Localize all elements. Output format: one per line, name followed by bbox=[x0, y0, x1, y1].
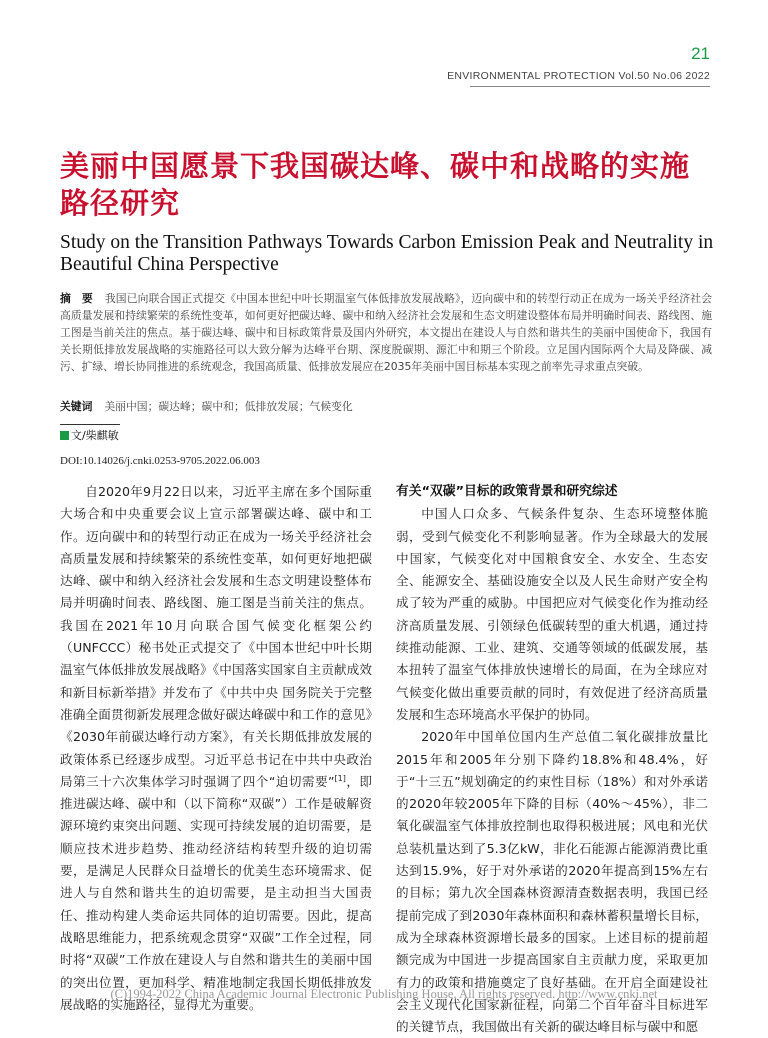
journal-header: ENVIRONMENTAL PROTECTION Vol.50 No.06 2022 bbox=[447, 70, 710, 82]
page-number: 21 bbox=[691, 44, 710, 63]
paragraph bbox=[60, 481, 372, 1016]
abstract-text: 我国已向联合国正式提交《中国本世纪中叶长期温室气体低排放发展战略》，迈向碳中和的转型行动正在成为一场关乎经济社会高质量发展和持续繁荣的系统性变革，如何更好把碳达峰、碳中和纳入经济社会发展和生态文明建设整体布局并明确时间表、路线图、施工图是当前关注的焦点。基于碳达峰、碳中和目标政策背景及国内外研究，本文提出在建设人与自然和谐共生的美丽中国使命下，我国有关长期低排放发展战略的实施路径可以大致分解为达峰平台期、深度脱碳期、源汇中和期三个阶段。立足国内国际两个大局及降碳、减污、扩绿、增长协同推进的系统观念，我国高质量、低排放发展应在2035年美丽中国目标基本实现之前率先寻求重点突破。 bbox=[60, 292, 712, 373]
title-english: Study on the Transition Pathways Towards Carbon Emission Peak and Neutrality in Beautiful China Perspective bbox=[60, 232, 714, 275]
abstract-label: 摘 要 bbox=[60, 292, 93, 305]
paragraph-text: ，即推进碳达峰、碳中和（以下简称“双碳”）工作是破解资源环境约束突出问题、实现可持续发展的迫切需要，是顺应技术进步趋势、推动经济结构转型升级的迫切需要，是满足人民群众日益增长的优美生态环境需求、促进人与自然和谐共生的迫切需要，是主动担当大国责任、推动构建人类命运共同体的迫切需要。因此，提高战略思维能力，把系统观念贯穿“双碳”工作全过程，同时将“双碳”工作放在建设人与自然和谐共生的美丽中国的突出位置，更加科学、精准地制定我国长期低排放发展战略的实施路径，显得尤为重要。 bbox=[60, 773, 372, 1012]
body-left-column bbox=[60, 481, 372, 1016]
paragraph-text: 自2020年9月22日以来，习近平主席在多个国际重大场合和中央重要会议上宣示部署碳达峰、碳中和工作。迈向碳中和的转型行动正在成为一场关乎经济社会高质量发展和持续繁荣的系统性变革，如何更好地把碳达峰、碳中和纳入经济社会发展和生态文明建设整体布局并明确时间表、路线图、施工图是当前关注的焦点。我国在2021年10月向联合国气候变化框架公约（UNFCCC）秘书处正式提交了《中国本世纪中叶长期温室气体低排放发展战略》《中国落实国家自主贡献成效和新目标新举措》并发布了《中共中央 国务院关于完整准确全面贯彻新发展理念做好碳达峰碳中和工作的意见》《2030年前碳达峰行动方案》，有关长期低排放发展的政策体系已经逐步成型。习近平总书记在中共中央政治局第三十六次集体学习时强调了四个“迫切需要” bbox=[60, 484, 372, 789]
title-chinese: 美丽中国愿景下我国碳达峰、碳中和战略的实施路径研究 bbox=[60, 149, 691, 220]
header-divider bbox=[470, 86, 710, 87]
keywords-text: 美丽中国；碳达峰；碳中和；低排放发展；气候变化 bbox=[104, 400, 353, 413]
section-heading: 有关“双碳”目标的政策背景和研究综述 bbox=[396, 484, 618, 499]
citation-ref[interactable]: [1] bbox=[334, 773, 346, 783]
keywords bbox=[60, 398, 712, 415]
paragraph: 2020年中国单位国内生产总值二氧化碳排放量比2015年和2005年分别下降约18.8%和48.4%，好于“十三五”规划确定的约束性目标（18%）和对外承诺的2020年较2005年下降的目标（40%～45%），非二氧化碳温室气体排放控制也取得积极进展；风电和光伏总装机量达到了5.3亿kW，非化石能源占能源消费比重达到15.9%，好于对外承诺的2020年提高到15%左右的目标；第九次全国森林资源清查数据表明，我国已经提前完成了到2030年森林面积和森林蓄积量增长目标，成为全球森林资源增长最多的国家。上述目标的提前超额完成为中国进一步提高国家自主贡献力度，采取更加有力的政策和措施奠定了良好基础。在开启全面建设社会主义现代化国家新征程，向第二个百年奋斗目标进军的关键节点，我国做出有关新的碳达峰目标与碳中和愿 bbox=[396, 729, 708, 1035]
author-line bbox=[60, 427, 119, 443]
paragraph: 中国人口众多、气候条件复杂、生态环境整体脆弱，受到气候变化不利影响显著。作为全球最大的发展中国家，气候变化对中国粮食安全、水安全、生态安全、能源安全、基础设施安全以及人民生命财产安全构成了较为严重的威胁。中国把应对气候变化作为推动经济高质量发展、引领绿色低碳转型的重大机遇，通过持续推动能源、工业、建筑、交通等领域的低碳发展，基本扭转了温室气体排放快速增长的局面，在为全球应对气候变化做出重要贡献的同时，有效促进了经济高质量发展和生态环境高水平保护的协同。 bbox=[396, 506, 708, 722]
keywords-label: 关键词 bbox=[60, 400, 93, 413]
author-divider bbox=[60, 424, 120, 425]
author-name: 文/柴麒敏 bbox=[71, 429, 119, 442]
body-right-column bbox=[396, 481, 708, 1038]
green-square-icon bbox=[60, 431, 69, 440]
abstract bbox=[60, 290, 712, 375]
copyright-footer: (C)1994-2022 China Academic Journal Electronic Publishing House. All rights reserved. http://www.cnki.net bbox=[110, 987, 658, 1001]
doi: DOI:10.14026/j.cnki.0253-9705.2022.06.003 bbox=[60, 455, 260, 467]
